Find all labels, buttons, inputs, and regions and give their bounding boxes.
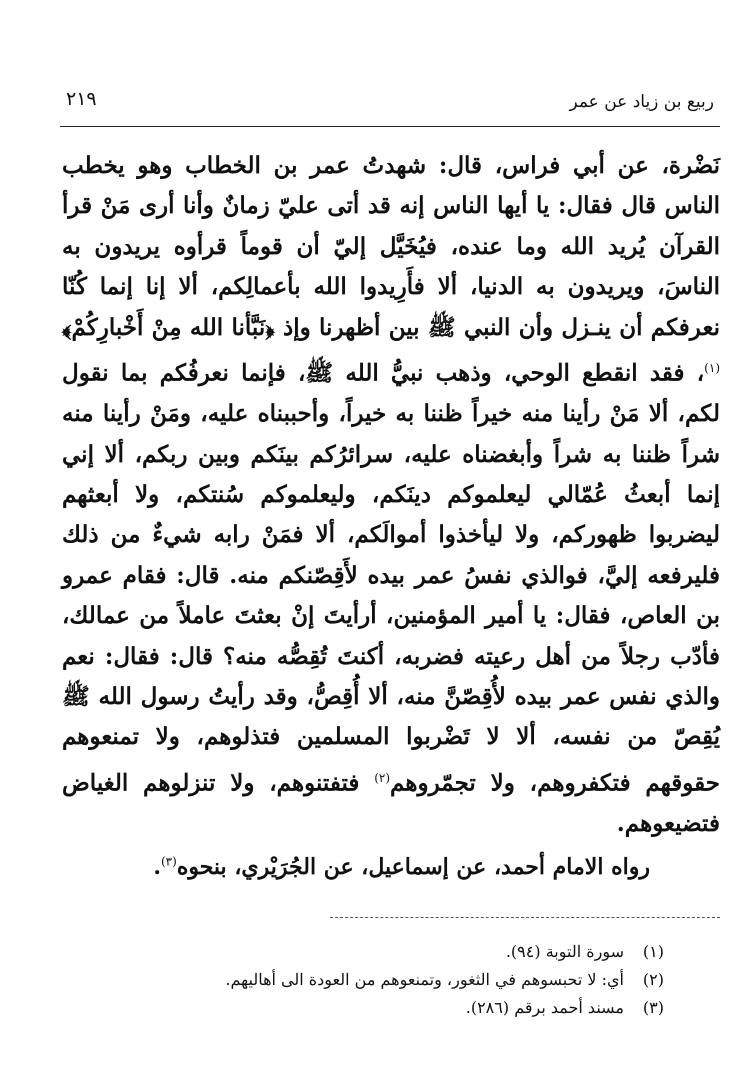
running-title: ربيع بن زياد عن عمر xyxy=(569,92,714,112)
page-header xyxy=(60,84,720,120)
main-paragraph xyxy=(62,146,720,844)
text-segment-3: فتفتنوهم، ولا تنزلوهم الغياض فتضيعوهم. xyxy=(62,769,720,837)
footnote-number: (٢) xyxy=(642,970,664,989)
hadith-attribution xyxy=(50,854,650,880)
footnote-divider xyxy=(330,917,720,918)
header-rule xyxy=(60,126,720,127)
footnote-ref-3: (٣) xyxy=(160,854,177,869)
footnote-item xyxy=(64,994,664,1022)
footnotes xyxy=(64,938,664,1022)
footnote-text: أي: لا تحبسوهم في الثغور، وتمنعوهم من العودة الى أهاليهم. xyxy=(225,970,624,989)
footnote-text: مسند أحمد برقم (٢٨٦). xyxy=(465,998,624,1017)
footnote-ref-2: (٢) xyxy=(374,770,391,785)
footnote-item xyxy=(64,966,664,994)
footnote-number: (١) xyxy=(642,942,664,961)
attribution-end: . xyxy=(153,854,161,880)
attribution-text: رواه الامام أحمد، عن إسماعيل، عن الجُرَيْري، بنحوه xyxy=(176,854,650,880)
main-text xyxy=(62,146,720,844)
footnote-item xyxy=(64,938,664,966)
footnote-number: (٣) xyxy=(642,998,664,1017)
footnote-text: سورة التوبة (٩٤). xyxy=(505,942,624,961)
page-number: ٢١٩ xyxy=(66,88,97,110)
text-segment-1: نَضْرة، عن أبي فراس، قال: شهدتُ عمر بن الخطاب وهو يخطب الناس قال فقال: يا أيها الناس إنه قد أتى عليّ زمانٌ وأنا أرى مَنْ قرأ القرآن يُريد الله وما عنده، فيُخَيَّل إليّ أن قوماً قرأوه يريدون به الناسَ، ويريدون به الدنيا، ألا فأَرِيدوا الله بأعمالِكم، ألا إنا إنما كُنّا نعرفكم أن ينـزل وأن النبي ﷺ بين أظهرنا وإذ ﴿نَبَّأنا الله مِنْ أَخْبارِكُمْ﴾ xyxy=(62,152,720,341)
text-segment-2: ، فقد انقطع الوحي، وذهب نبيُّ الله ﷺ، فإنما نعرفُكم بما نقول لكم، ألا مَنْ رأينا منه خيراً ظننا به خيراً، وأحببناه عليه، ومَنْ رأينا منه شراً ظننا به شراً وأبغضناه عليه، سرائرُكم بينَكم وبين ربكم، ألا إني إنما أبعثُ عُمّالي ليعلموكم دينَكم، وليعلموكم سُنتكم، ولا أبعثهم ليضربوا ظهوركم، ولا ليأخذوا أموالَكم، ألا فمَنْ رابه شيءٌ من ذلك فليرفعه إليَّ، فوالذي نفسُ عمر بيده لأَقِصّنكم منه. قال: فقام عمرو بن العاص، فقال: يا أمير المؤمنين، أرأيتَ إنْ بعثتَ عاملاً من عمالك، فأدّب رجلاً من أهل رعيته فضربه، أكنتَ تُقِصُّه منه؟ قال: فقال: نعم والذي نفس عمر بيده لأُقِصّنَّ منه، ألا أُقِصُّ، وقد رأيتُ رسول الله ﷺ يُقِصّ من نفسه، ألا لا تَضْربوا المسلمين فتذلوهم، ولا تمنعوهم حقوقهم فتكفروهم، ولا تجمّروهم xyxy=(62,359,721,797)
footnote-ref-1: (١) xyxy=(704,361,720,376)
